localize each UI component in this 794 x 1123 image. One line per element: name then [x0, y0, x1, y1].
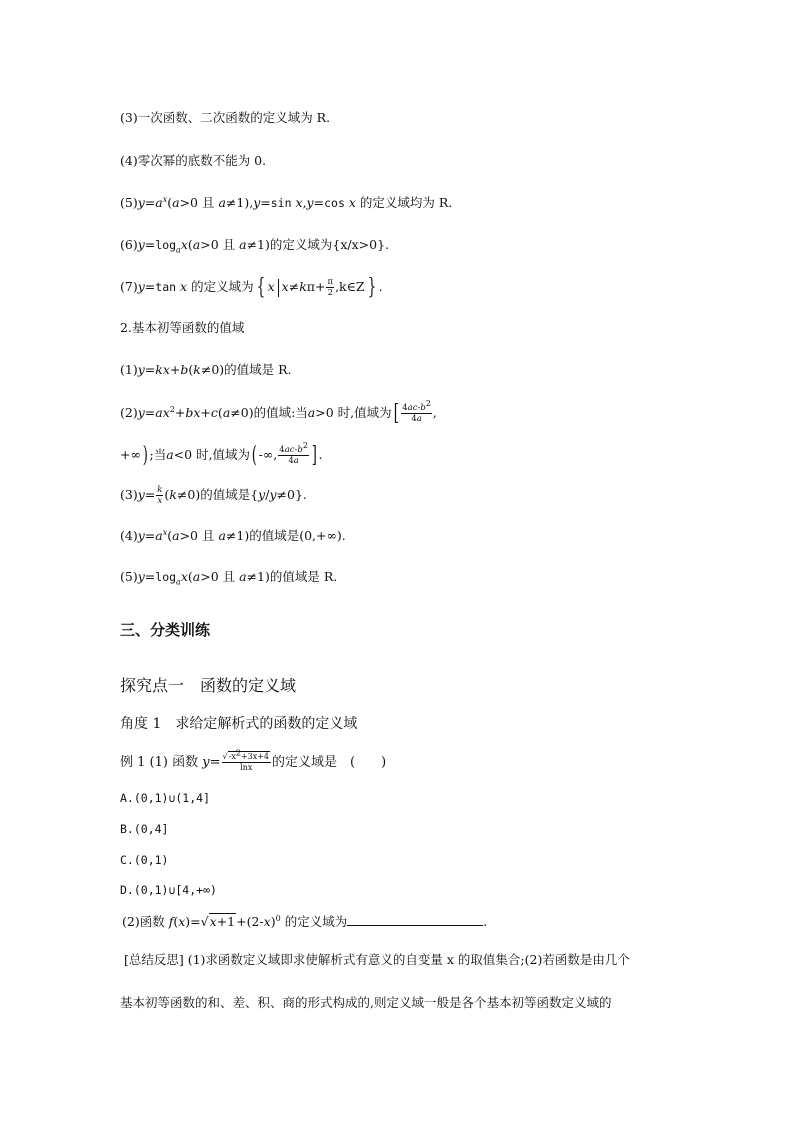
summary-line-2: 基本初等函数的和、差、积、商的形式构成的,则定义域一般是各个基本初等函数定义域的: [120, 995, 612, 1010]
section-2-title: 2.基本初等函数的值域: [120, 320, 245, 335]
item-3: (3)一次函数、二次函数的定义域为 R.: [120, 110, 331, 125]
range-1: (1)y=kx+b(k≠0)的值域是 R.: [120, 362, 292, 377]
item-6: $(6)y=\log_ax(a>0$ 且 a≠1)的定义域为{x/x>0}.: [120, 237, 390, 255]
range-5: $(5)y=\log_ax(a>0$ 且 a≠1)的值域是 R.: [120, 569, 338, 587]
item-4: (4)零次幂的底数不能为 0.: [120, 153, 267, 168]
range-2-line2: +∞) ;当a<0 时,值域为( -∞, $\frac{4ac-b^2}{4a}$ ] .: [120, 441, 323, 468]
option-d: D.(0,1)∪[4,+∞): [120, 883, 217, 897]
item-5: $(5)y=a^x(a>0$ 且 a≠1),y=sin x,y=cos x 的定义域均为 R.: [120, 194, 453, 210]
answer-blank: [347, 913, 483, 926]
option-a: A.(0,1)∪(1,4]: [120, 791, 211, 805]
range-4: $(4)y=a^x(a>0$ 且 a≠1)的值域是(0,+∞).: [120, 527, 346, 543]
range-3: (3)y= $\frac{k}{x}$ (k≠0)的值域是{y/y≠0}.: [120, 485, 307, 506]
section-3-title: 三、分类训练: [120, 621, 211, 639]
range-2-line1: $(2)y=ax^2+bx+c(a\ne 0)$的值域:当a>0 时,值域为[ $\frac{4ac-b^2}{4a}$ ,: [120, 399, 437, 426]
option-b: B.(0,4]: [120, 822, 169, 836]
option-c: C.(0,1): [120, 853, 169, 867]
example-1-question-2: (2)函数 $f(x)=√x+1+(2-x)^0$ 的定义域为 .: [122, 913, 488, 929]
item-7: (7)y=tan x 的定义域为 { x x≠kπ+ $\frac{\pi}{2}$ ,k∈Z } .: [120, 274, 383, 300]
summary-line-1: [总结反思] (1)求函数定义域即求使解析式有意义的自变量 x 的取值集合;(2)若函数是由几个: [124, 952, 630, 967]
example-1-question: 例 1 (1) 函数 y= $\frac{√-x^2+3x+4}{\ln x}$ 的定义域是 ( ): [120, 748, 387, 772]
explore-title: 探究点一 函数的定义域: [120, 676, 297, 695]
angle-title: 角度 1 求给定解析式的函数的定义域: [120, 716, 358, 732]
